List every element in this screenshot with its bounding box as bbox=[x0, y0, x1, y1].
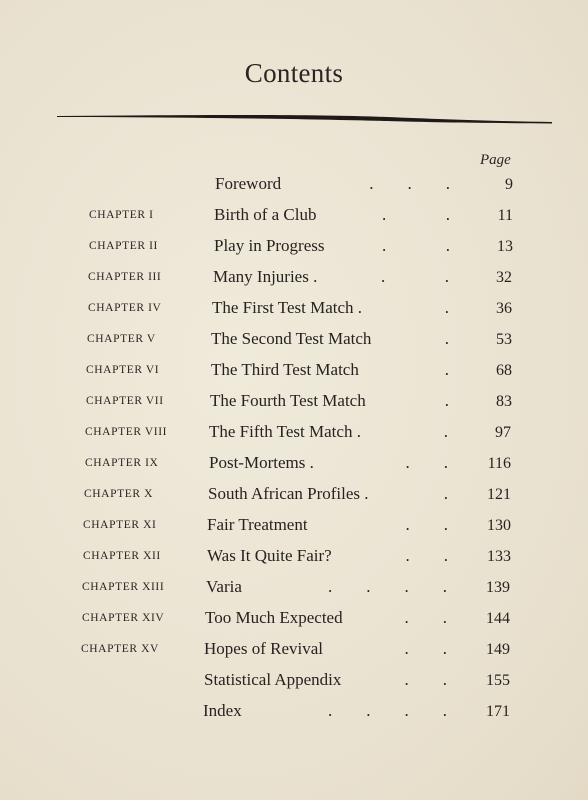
entry-title: Many Injuries . bbox=[213, 267, 318, 286]
contents-entry bbox=[0, 670, 588, 696]
contents-entry bbox=[0, 236, 588, 262]
entry-title: The First Test Match . bbox=[212, 298, 363, 317]
leader-dots: . bbox=[443, 422, 448, 441]
entry-title: Too Much Expected bbox=[205, 608, 343, 627]
chapter-label: CHAPTER X bbox=[84, 488, 153, 500]
leader-dots: . . bbox=[405, 453, 448, 472]
contents-entry bbox=[0, 453, 588, 479]
page-number: 121 bbox=[487, 486, 511, 503]
entry-title: The Fourth Test Match bbox=[210, 391, 366, 410]
page-number: 36 bbox=[496, 300, 512, 317]
contents-entry bbox=[0, 267, 588, 293]
page-number: 9 bbox=[505, 176, 513, 193]
contents-entry bbox=[0, 484, 588, 510]
entry-title: Was It Quite Fair? bbox=[207, 546, 332, 565]
page-number: 83 bbox=[496, 393, 512, 410]
leader-dots: . bbox=[444, 360, 449, 379]
entry-title: The Third Test Match bbox=[211, 360, 359, 379]
chapter-label: CHAPTER XV bbox=[81, 643, 159, 655]
chapter-label: CHAPTER XII bbox=[83, 550, 161, 562]
page-number: 53 bbox=[496, 331, 512, 348]
leader-dots: . . bbox=[404, 639, 447, 658]
leader-dots: . . . . bbox=[328, 701, 447, 720]
page-number: 68 bbox=[496, 362, 512, 379]
contents-entry bbox=[0, 174, 588, 200]
contents-entry bbox=[0, 639, 588, 665]
page-number: 97 bbox=[495, 424, 511, 441]
chapter-label: CHAPTER VI bbox=[86, 364, 160, 376]
entry-title: Index bbox=[203, 701, 242, 720]
leader-dots: . bbox=[444, 391, 449, 410]
contents-entry bbox=[0, 577, 588, 603]
leader-dots: . . bbox=[382, 205, 450, 224]
contents-entry bbox=[0, 391, 588, 417]
chapter-label: CHAPTER VII bbox=[86, 395, 164, 407]
leader-dots: . . bbox=[404, 670, 447, 689]
page-number: 139 bbox=[486, 579, 510, 596]
entry-title: The Fifth Test Match . bbox=[209, 422, 361, 441]
page-title: Contents bbox=[244, 58, 344, 88]
contents-entry bbox=[0, 329, 588, 355]
entry-title: Hopes of Revival bbox=[204, 639, 323, 658]
page-number: 32 bbox=[496, 269, 512, 286]
entry-title: South African Profiles . bbox=[208, 484, 369, 503]
contents-entry bbox=[0, 701, 588, 727]
chapter-label: CHAPTER XI bbox=[83, 519, 157, 531]
entry-title: Birth of a Club bbox=[214, 205, 317, 224]
chapter-label: CHAPTER XIV bbox=[82, 612, 165, 624]
page-number: 144 bbox=[486, 610, 510, 627]
chapter-label: CHAPTER III bbox=[88, 271, 162, 283]
page-number: 171 bbox=[486, 703, 510, 720]
entry-title: The Second Test Match bbox=[211, 329, 372, 348]
page-number: 11 bbox=[497, 207, 513, 224]
leader-dots: . . bbox=[381, 267, 449, 286]
page-number: 13 bbox=[497, 238, 513, 255]
page-number: 149 bbox=[486, 641, 510, 658]
chapter-label: CHAPTER V bbox=[87, 333, 156, 345]
leader-dots: . . bbox=[382, 236, 450, 255]
entry-title: Play in Progress bbox=[214, 236, 325, 255]
leader-dots: . . bbox=[405, 546, 448, 565]
leader-dots: . bbox=[443, 484, 448, 503]
entry-title: Statistical Appendix bbox=[204, 670, 342, 689]
leader-dots: . bbox=[444, 329, 449, 348]
contents-entry bbox=[0, 546, 588, 572]
page-number: 116 bbox=[487, 455, 511, 472]
entry-title: Post-Mortems . bbox=[209, 453, 314, 472]
chapter-label: CHAPTER IV bbox=[88, 302, 162, 314]
contents-entry bbox=[0, 360, 588, 386]
leader-dots: . . bbox=[404, 608, 447, 627]
chapter-label: CHAPTER IX bbox=[85, 457, 159, 469]
chapter-label: CHAPTER VIII bbox=[85, 426, 168, 438]
chapter-label: CHAPTER XIII bbox=[82, 581, 165, 593]
leader-dots: . . bbox=[405, 515, 448, 534]
page-number: 155 bbox=[486, 672, 510, 689]
entry-title: Foreword bbox=[215, 174, 282, 193]
contents-entry bbox=[0, 608, 588, 634]
leader-dots: . . . . bbox=[328, 577, 447, 596]
entry-title: Fair Treatment bbox=[207, 515, 308, 534]
page-number: 130 bbox=[487, 517, 511, 534]
chapter-label: CHAPTER II bbox=[89, 240, 158, 252]
contents-entry bbox=[0, 205, 588, 231]
page-column-label: Page bbox=[480, 152, 511, 168]
leader-dots: . . . bbox=[369, 174, 450, 193]
contents-entry bbox=[0, 298, 588, 324]
contents-entry bbox=[0, 515, 588, 541]
chapter-label: CHAPTER I bbox=[89, 209, 154, 221]
entry-title: Varia bbox=[206, 577, 242, 596]
page-number: 133 bbox=[487, 548, 511, 565]
contents-entry bbox=[0, 422, 588, 448]
leader-dots: . bbox=[444, 298, 449, 317]
